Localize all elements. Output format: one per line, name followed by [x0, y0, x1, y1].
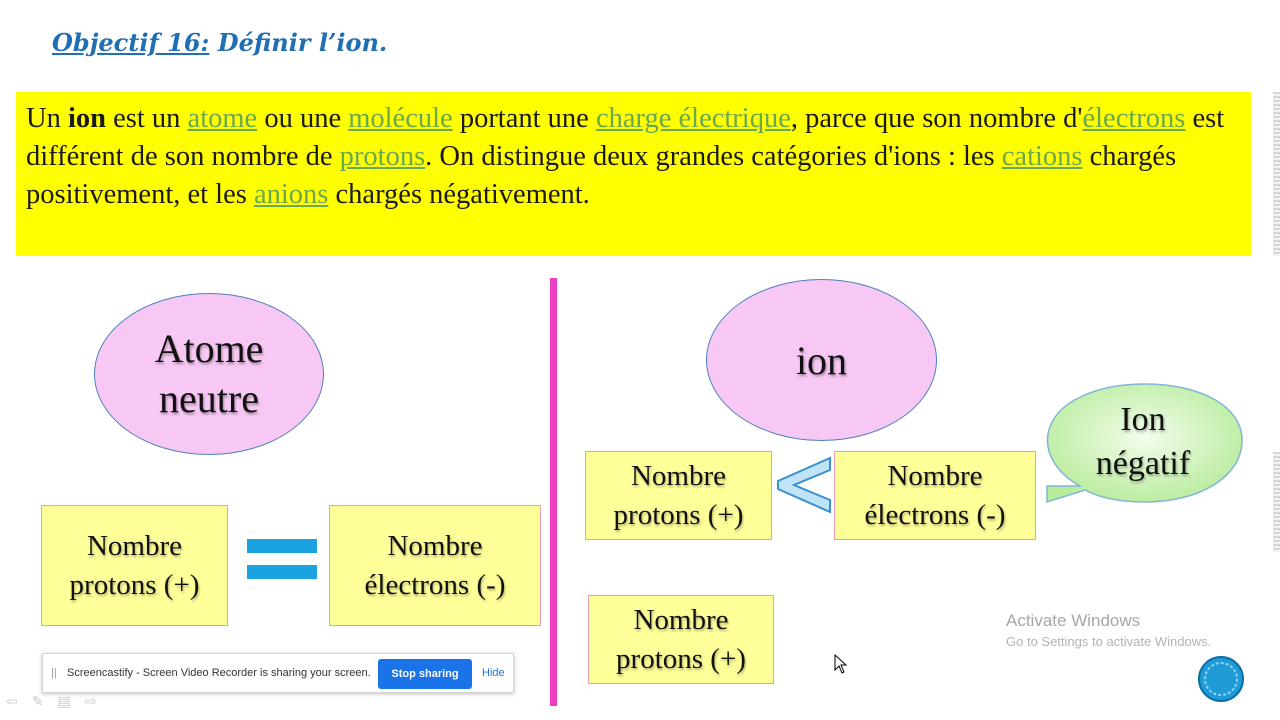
previous-icon[interactable]: ⇦	[6, 694, 18, 710]
vertical-divider	[550, 278, 557, 706]
definition-box	[16, 92, 1251, 256]
box-label-line2: électrons (-)	[364, 568, 506, 601]
objective-text: Définir l’ion.	[209, 28, 388, 57]
definition-text: ou une	[257, 103, 349, 134]
box-label-line1: Nombre	[887, 459, 983, 492]
ellipse-ion	[706, 279, 937, 441]
mouse-cursor-icon	[834, 654, 848, 674]
box-label-line1: Nombre	[387, 529, 483, 562]
box-nombre-protons-left	[41, 505, 228, 626]
right-edge-scroll-strip[interactable]	[1273, 92, 1280, 256]
definition-text: chargés positivement, et les	[26, 141, 1177, 210]
link-molecule[interactable]: molécule	[348, 103, 453, 134]
drag-handle-icon[interactable]: ||	[51, 667, 57, 679]
ellipse-label-line2: neutre	[159, 376, 259, 421]
definition-text: , parce que son nombre d'	[790, 103, 1083, 134]
share-message: Screencastify - Screen Video Recorder is sharing your screen.	[67, 667, 371, 679]
box-nombre-electrons-left	[329, 505, 541, 626]
stop-sharing-button[interactable]: Stop sharing	[378, 659, 472, 689]
link-charge-electrique[interactable]: charge électrique	[595, 103, 791, 134]
hide-button[interactable]: Hide	[482, 667, 505, 679]
definition-text: portant une	[452, 103, 596, 134]
callout-line1: Ion	[1120, 401, 1166, 438]
box-nombre-electrons-right	[834, 451, 1036, 540]
link-protons[interactable]: protons	[339, 141, 426, 172]
less-than-sign	[776, 456, 834, 514]
objective-number: Objectif 16:	[52, 28, 210, 57]
definition-text: Un	[26, 103, 68, 134]
box-label-line1: Nombre	[633, 603, 729, 636]
slide-title	[52, 28, 387, 57]
ellipse-label-line1: Atome	[154, 326, 264, 371]
link-anions[interactable]: anions	[253, 179, 329, 210]
definition-term-ion: ion	[67, 103, 106, 134]
definition-text: est différent de son nombre de	[26, 103, 1225, 172]
equal-sign-top-bar	[247, 539, 317, 553]
ellipse-label: ion	[795, 337, 848, 383]
box-label-line1: Nombre	[86, 529, 182, 562]
box-nombre-protons-right	[585, 451, 772, 540]
callout-line2: négatif	[1095, 445, 1191, 482]
box-label-line2: protons (+)	[613, 498, 744, 531]
box-label-line2: électrons (-)	[864, 498, 1006, 531]
slide-toolbar	[6, 694, 96, 710]
definition-text: est un	[106, 103, 188, 134]
activation-watermark-title: Activate Windows	[1006, 611, 1141, 630]
ellipse-atome-neutre	[94, 293, 324, 455]
next-icon[interactable]: ⇨	[84, 694, 97, 710]
box-label-line2: protons (+)	[69, 568, 200, 601]
screen-share-notification	[42, 653, 514, 693]
box-label-line2: protons (+)	[616, 642, 746, 675]
definition-text: chargés négativement.	[328, 179, 590, 210]
box-nombre-protons-right-2	[588, 595, 774, 684]
box-label-line1: Nombre	[630, 459, 726, 492]
activation-watermark-subtitle: Go to Settings to activate Windows.	[1006, 634, 1212, 649]
callout-label	[1068, 398, 1218, 486]
menu-icon[interactable]: ▤	[57, 694, 71, 710]
link-cations[interactable]: cations	[1001, 141, 1083, 172]
equal-sign-bottom-bar	[247, 565, 317, 579]
right-edge-scroll-strip-lower[interactable]	[1273, 452, 1280, 552]
pen-icon[interactable]: ✎	[31, 694, 44, 710]
link-atome[interactable]: atome	[187, 103, 258, 134]
link-electrons[interactable]: électrons	[1082, 103, 1186, 134]
recorder-badge-icon[interactable]	[1197, 655, 1245, 703]
definition-text: . On distingue deux grandes catégories d'ions : les	[425, 141, 1002, 172]
